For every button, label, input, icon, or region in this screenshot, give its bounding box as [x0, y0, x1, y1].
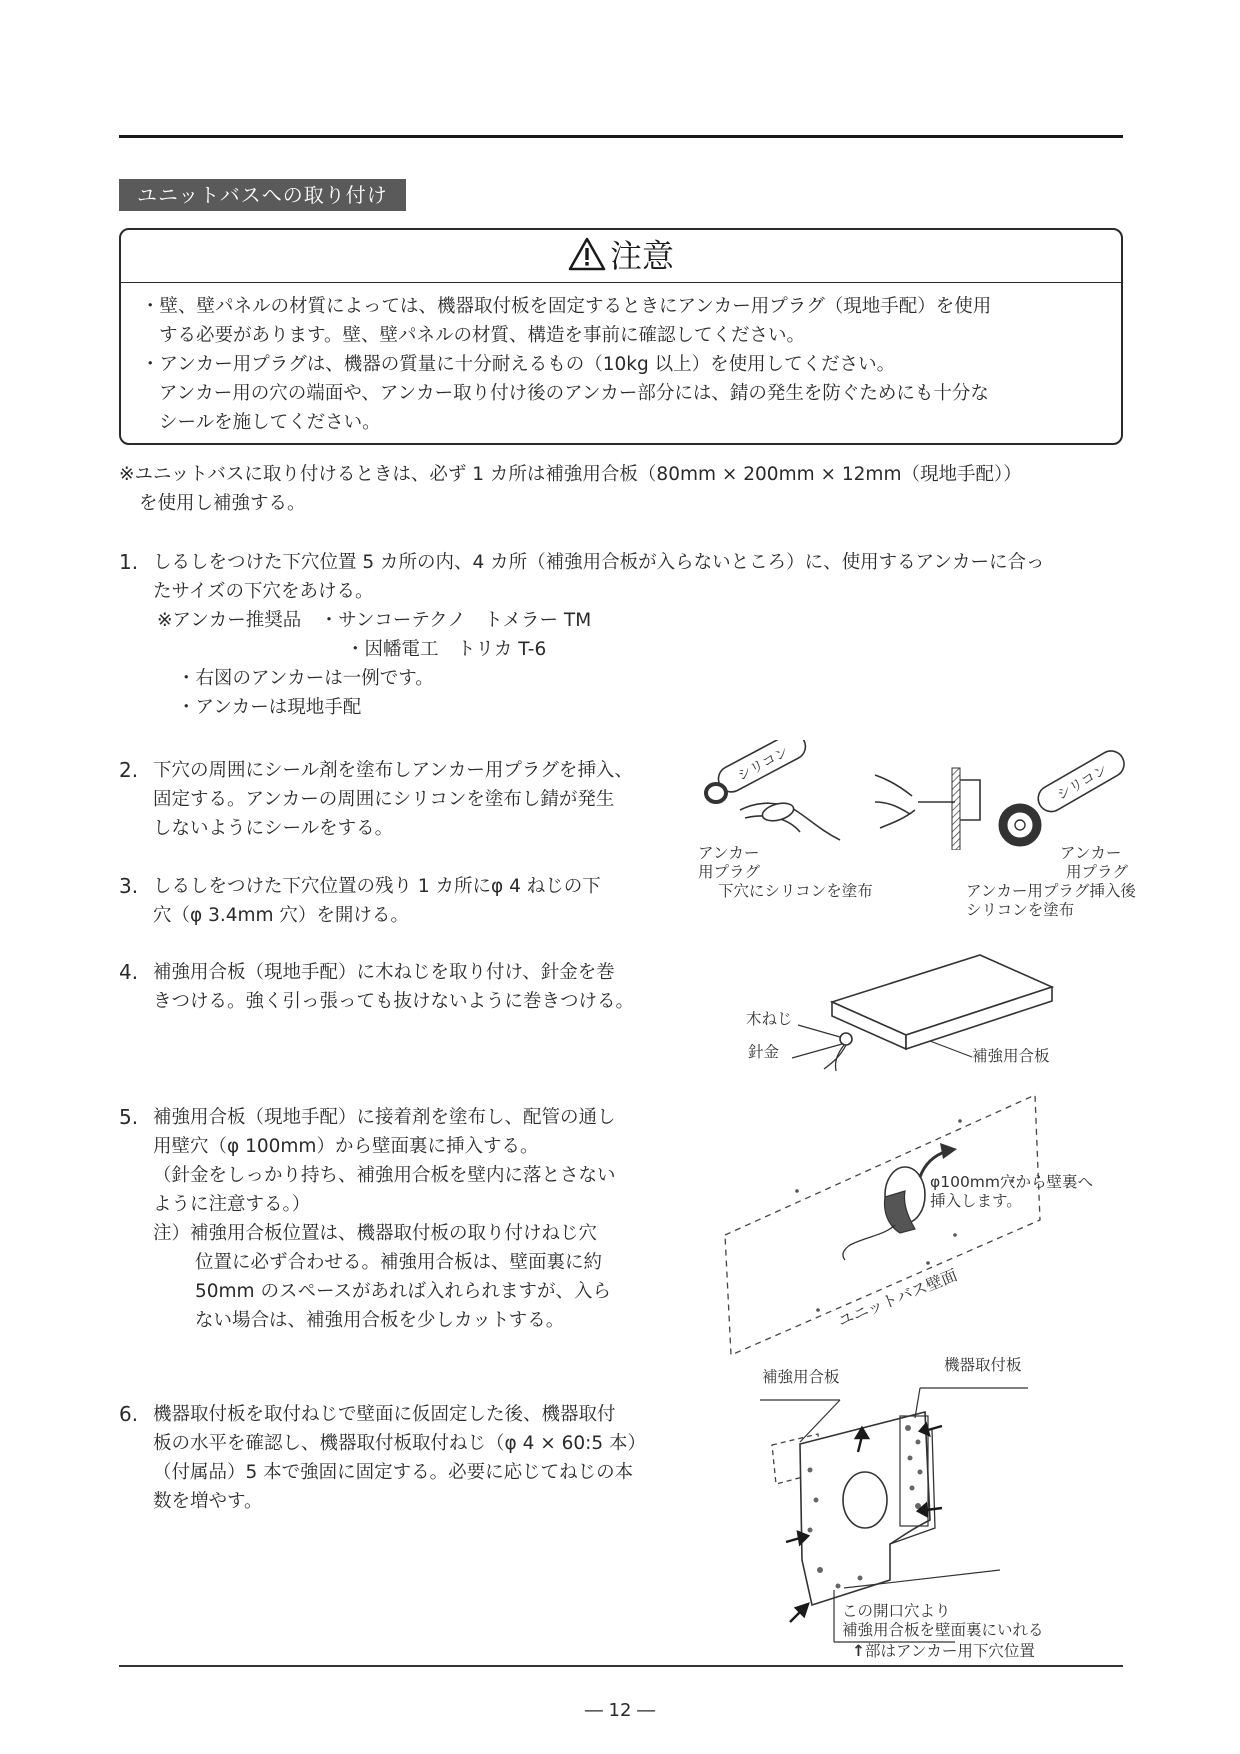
caution-box	[119, 228, 1123, 445]
step-line: 用壁穴（φ 100mm）から壁面裏に挿入する。	[153, 1136, 539, 1157]
mount-board-label: 補強用合板	[762, 1368, 840, 1386]
step-line: しないようにシールをする。	[153, 818, 394, 839]
right-plug-caption: アンカー用プラグ挿入後 シリコンを塗布	[966, 882, 1136, 919]
note-line: を使用し補強する。	[139, 493, 306, 514]
opening-caption: この開口穴より 補強用合板を壁面裏にいれる	[842, 1602, 1044, 1639]
mount-plate-label: 機器取付板	[944, 1356, 1022, 1374]
step-note-line: ない場合は、補強用合板を少しカットする。	[195, 1310, 565, 1331]
step-line: 板の水平を確認し、機器取付板取付ねじ（φ 4 × 60:5 本）	[153, 1433, 647, 1454]
step-line: 機器取付板を取付ねじで壁面に仮固定した後、機器取付	[153, 1404, 616, 1425]
insert-caption: φ100mm穴から壁裏へ 挿入します。	[930, 1173, 1094, 1210]
step-1	[119, 548, 1129, 728]
anchor-illustration	[690, 740, 1160, 850]
board-figure	[740, 945, 1080, 1075]
left-plug-caption: 下穴にシリコンを塗布	[718, 882, 873, 900]
top-rule	[119, 135, 1123, 138]
caution-line: する必要があります。壁、壁パネルの材質、構造を事前に確認してください。	[159, 325, 806, 346]
caution-header	[121, 230, 1121, 283]
step-sub-line: ※アンカー推奨品 ・サンコーテクノ トメラー TM	[157, 610, 592, 631]
silicone-tube-label: シリコン	[1054, 761, 1111, 804]
step-sub-line: ・右図のアンカーは一例です。	[177, 668, 434, 689]
caution-title	[121, 236, 1121, 276]
step-line: （針金をしっかり持ち、補強用合板を壁内に落とさない	[153, 1165, 616, 1186]
step-number: 3.	[119, 874, 139, 898]
wood-screw-label: 木ねじ	[746, 1010, 793, 1028]
left-plug-label: アンカー 用プラグ	[698, 844, 761, 881]
step-line: （付属品）5 本で強固に固定する。必要に応じてねじの本	[153, 1462, 634, 1483]
wall-figure	[715, 1085, 1135, 1365]
caution-line: シールを施してください。	[159, 412, 381, 433]
page-number: ― 12 ―	[584, 1700, 656, 1721]
step-number: 6.	[119, 1402, 139, 1426]
step-line: 補強用合板（現地手配）に接着剤を塗布し、配管の通し	[153, 1107, 616, 1128]
step-sub-line: ・因幡電工 トリカ T-6	[346, 639, 547, 660]
anchor-figure	[690, 740, 1160, 930]
step-5	[119, 1103, 699, 1343]
step-note-line: 位置に必ず合わせる。補強用合板は、壁面裏に約	[195, 1252, 603, 1273]
step-3	[119, 872, 699, 932]
step-4	[119, 958, 699, 1018]
step-number: 2.	[119, 758, 139, 782]
bottom-rule	[119, 1665, 1123, 1667]
board-label: 補強用合板	[972, 1047, 1050, 1065]
step-line: きつける。強く引っ張っても抜けないように巻きつける。	[153, 991, 635, 1012]
step-number: 5.	[119, 1105, 139, 1129]
step-line: 固定する。アンカーの周囲にシリコンを塗布し錆が発生	[153, 789, 615, 810]
wire-label: 針金	[748, 1043, 780, 1061]
caution-line: ・アンカー用プラグは、機器の質量に十分耐えるもの（10kg 以上）を使用してください。	[141, 354, 896, 375]
caution-line: ・壁、壁パネルの材質によっては、機器取付板を固定するときにアンカー用プラグ（現地手配）を使用	[141, 296, 992, 317]
step-line: 下穴の周囲にシール剤を塗布しアンカー用プラグを挿入、	[153, 760, 633, 781]
mount-figure	[750, 1356, 1080, 1660]
legend: ↑部はアンカー用下穴位置	[852, 1642, 1035, 1660]
step-line: たサイズの下穴をあける。	[153, 581, 374, 602]
note-line: ※ユニットバスに取り付けるときは、必ず 1 カ所は補強用合板（80mm × 200mm × 12mm（現地手配））	[119, 464, 1022, 485]
wall-illustration	[715, 1085, 1135, 1365]
step-note-line: 50mm のスペースがあれば入れられますが、入ら	[195, 1281, 612, 1302]
step-line: 穴（φ 3.4mm 穴）を開ける。	[153, 905, 409, 926]
warning-triangle-icon	[568, 237, 606, 271]
step-number: 1.	[119, 550, 139, 574]
step-2	[119, 756, 699, 846]
unit-bath-wall-label: ユニットバス壁面	[835, 1265, 960, 1331]
step-number: 4.	[119, 960, 139, 984]
step-line: ように注意する。）	[153, 1194, 311, 1215]
step-6	[119, 1400, 699, 1520]
up-arrow-icon: ↑	[852, 1642, 865, 1660]
step-line: しるしをつけた下穴位置の残り 1 カ所にφ 4 ねじの下	[153, 876, 601, 897]
reinforcement-note	[119, 460, 1129, 518]
caution-title-text: 注意	[609, 237, 674, 275]
silicone-tube-label: シリコン	[734, 744, 792, 785]
caution-line: アンカー用の穴の端面や、アンカー取り付け後のアンカー部分には、錆の発生を防ぐためにも十分な	[159, 383, 989, 404]
step-line: しるしをつけた下穴位置 5 カ所の内、4 カ所（補強用合板が入らないところ）に、使用するアンカーに合っ	[153, 552, 1045, 573]
step-line: 数を増やす。	[153, 1491, 263, 1512]
caution-body	[141, 292, 1101, 437]
right-plug-label: アンカー 用プラグ	[1060, 844, 1129, 881]
step-note-line: 注）補強用合板位置は、機器取付板の取り付けねじ穴	[153, 1223, 598, 1244]
step-line: 補強用合板（現地手配）に木ねじを取り付け、針金を巻	[153, 962, 615, 983]
section-title: ユニットバスへの取り付け	[119, 179, 406, 211]
step-sub-line: ・アンカーは現地手配	[177, 697, 362, 718]
